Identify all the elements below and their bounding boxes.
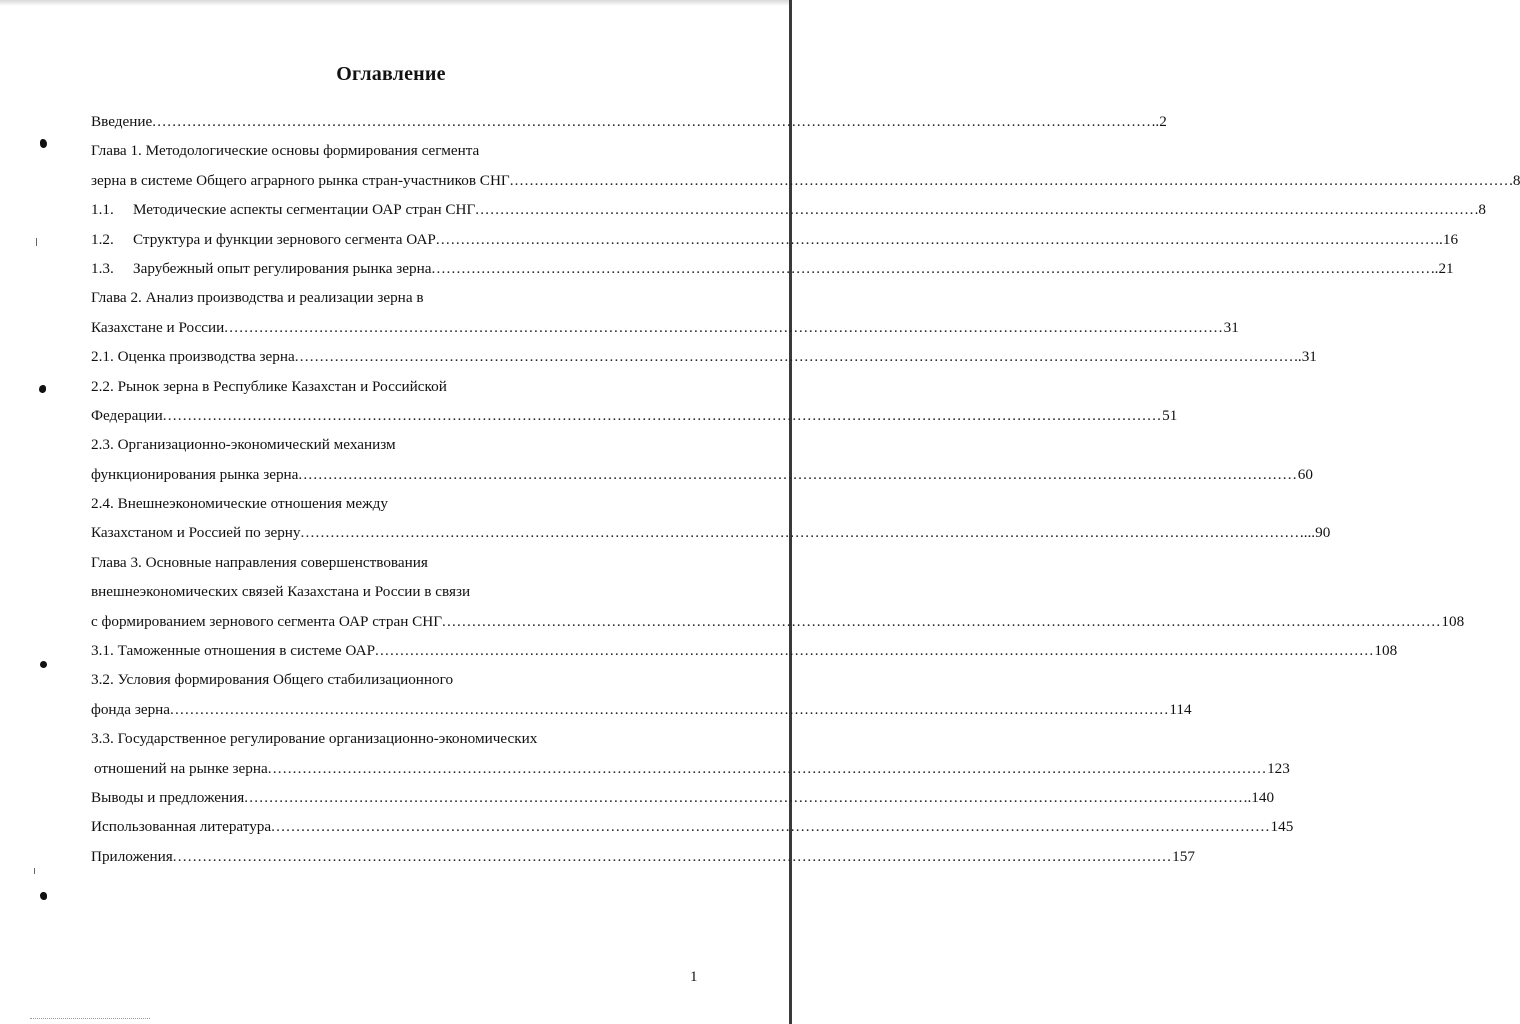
toc-entry [91, 695, 1192, 724]
toc-entry [91, 225, 1459, 254]
page-title: Оглавление [336, 63, 446, 85]
toc-entry [91, 342, 1317, 371]
toc-entry-page: 123 [1267, 759, 1290, 777]
toc-leader: ........................................................................................................................................................................................................ [300, 524, 1300, 542]
toc-entry [91, 636, 1398, 665]
punch-hole-mark [39, 385, 46, 393]
toc-entry-number: 1.1. [91, 201, 114, 219]
toc-entry-text: Глава 3. Основные направления совершенствования [91, 553, 428, 571]
toc-leader: ........................................................................................................................................................................................................ [475, 201, 1475, 219]
toc-entry-text: 3.1. Таможенные отношения в системе ОАР [91, 636, 375, 665]
toc-entry-text: Использованная литература [91, 812, 271, 841]
toc-entry-text: Федерации [91, 401, 163, 430]
toc-entry-text: Введение [91, 107, 152, 136]
toc-entry [91, 783, 1275, 812]
toc-entry-text: зерна в системе Общего аграрного рынка стран-участников СНГ [91, 166, 510, 195]
toc-entry-text: фонда зерна [91, 695, 170, 724]
toc-entry-text: Казахстаном и Россией по зерну [91, 518, 301, 547]
toc-entry [91, 460, 1313, 489]
toc-leader: ........................................................................................................................................................................................................ [244, 788, 1244, 806]
toc-entry-page: 157 [1172, 847, 1195, 865]
punch-hole-mark [40, 892, 47, 900]
scan-bottom-specks [30, 1018, 150, 1021]
toc-leader: ........................................................................................................................................................................................................ [431, 259, 1431, 277]
toc-leader: ........................................................................................................................................................................................................ [152, 113, 1152, 130]
toc-entry-title: Методические аспекты сегментации ОАР стран СНГ [133, 201, 476, 219]
toc-entry [91, 607, 1465, 636]
toc-entry [91, 812, 1294, 841]
toc-entry-text: 3.2. Условия формирования Общего стабилизационного [91, 671, 454, 689]
toc-entry-page: 114 [1169, 700, 1192, 718]
toc-leader: ........................................................................................................................................................................................................ [375, 642, 1375, 660]
toc-entry-title: Зарубежный опыт регулирования рынка зерна [133, 259, 432, 277]
toc-entry-page: ....90 [1299, 524, 1331, 542]
toc-entry-page: ..21 [1430, 259, 1454, 277]
toc-entry [91, 372, 685, 401]
toc-entry-page: 108 [1441, 612, 1465, 630]
punch-hole-mark [40, 661, 47, 668]
toc-entry [91, 548, 685, 577]
toc-leader: ........................................................................................................................................................................................................ [162, 406, 1163, 424]
toc-entry [91, 107, 1167, 136]
toc-entry-text: 2.3. Организационно-экономический механизм [91, 436, 396, 454]
toc-leader: ........................................................................................................................................................................................................ [509, 171, 1510, 189]
toc-entry-page: ..31 [1294, 348, 1317, 366]
toc-entry-text: Глава 2. Анализ производства и реализации зерна в [91, 289, 424, 307]
toc-entry [91, 577, 685, 606]
toc-entry-page: ..16 [1435, 230, 1459, 248]
toc-entry-text: 2.1. Оценка производства зерна [91, 342, 295, 371]
toc-leader: ........................................................................................................................................................................................................ [172, 847, 1173, 865]
toc-leader: ........................................................................................................................................................................................................ [298, 465, 1298, 483]
page-number: 1 [690, 969, 698, 985]
toc-entry [91, 283, 685, 312]
toc-entry-number: 1.2. [91, 230, 114, 248]
toc-entry-text [91, 225, 436, 254]
scan-speck [34, 868, 35, 874]
toc-leader: ........................................................................................................................................................................................................ [267, 759, 1268, 777]
toc-entry-text: 3.3. Государственное регулирование организационно-экономических [91, 730, 538, 748]
toc-entry-text: Глава 1. Методологические основы формирования сегмента [91, 142, 480, 160]
toc-entry-page: 60 [1297, 465, 1313, 483]
toc-entry [91, 724, 685, 753]
toc-entry [91, 166, 1520, 195]
toc-entry-text: отношений на рынке зерна [91, 754, 268, 783]
toc-entry-text: внешнеэкономических связей Казахстана и России в связи [91, 583, 471, 601]
toc-entry-text: с формированием зернового сегмента ОАР стран СНГ [91, 607, 442, 636]
toc-entry [91, 136, 685, 165]
toc-leader: ........................................................................................................................................................................................................ [224, 318, 1224, 336]
toc-leader: ........................................................................................................................................................................................................ [170, 700, 1170, 718]
toc-entry-text: 2.2. Рынок зерна в Республике Казахстан и Российской [91, 377, 447, 395]
toc-entry [91, 665, 685, 694]
toc-entry-page: 108 [1374, 642, 1398, 660]
toc-entry-page: 51 [1162, 406, 1178, 424]
toc-entry-text [91, 195, 475, 224]
toc-entry-text: Приложения [91, 842, 173, 871]
toc-leader: ........................................................................................................................................................................................................ [294, 348, 1295, 366]
toc-entry-text: Казахстане и России [91, 313, 224, 342]
toc-entry-text [91, 254, 431, 283]
toc-entry [91, 195, 1487, 224]
toc-entry-page: 31 [1223, 318, 1239, 336]
toc-entry-text: Выводы и предложения [91, 783, 244, 812]
punch-hole-mark [40, 139, 47, 148]
toc-entry [91, 430, 685, 459]
table-of-contents [91, 107, 1520, 871]
toc-entry-page: .8 [1474, 201, 1487, 219]
toc-entry [91, 254, 1454, 283]
toc-entry-title: Структура и функции зернового сегмента ОАР [133, 230, 436, 248]
scan-speck [36, 238, 37, 246]
toc-entry-text: 2.4. Внешнеэкономические отношения между [91, 495, 388, 513]
toc-entry [91, 313, 1239, 342]
toc-entry [91, 754, 1290, 783]
toc-entry-page: ..2 [1151, 113, 1167, 130]
toc-entry-page: 145 [1270, 818, 1294, 836]
toc-entry [91, 401, 1178, 430]
toc-entry-page: .8 [1509, 171, 1520, 189]
toc-entry [91, 489, 685, 518]
toc-leader: ........................................................................................................................................................................................................ [442, 612, 1442, 630]
toc-entry [91, 518, 1331, 547]
toc-leader: ........................................................................................................................................................................................................ [435, 230, 1436, 248]
toc-entry [91, 842, 1195, 871]
toc-entry-page: ..140 [1243, 788, 1275, 806]
scan-top-edge [0, 0, 792, 6]
toc-entry-text: функционирования рынка зерна [91, 460, 298, 489]
toc-entry-number: 1.3. [91, 259, 114, 277]
toc-leader: ........................................................................................................................................................................................................ [271, 818, 1271, 836]
